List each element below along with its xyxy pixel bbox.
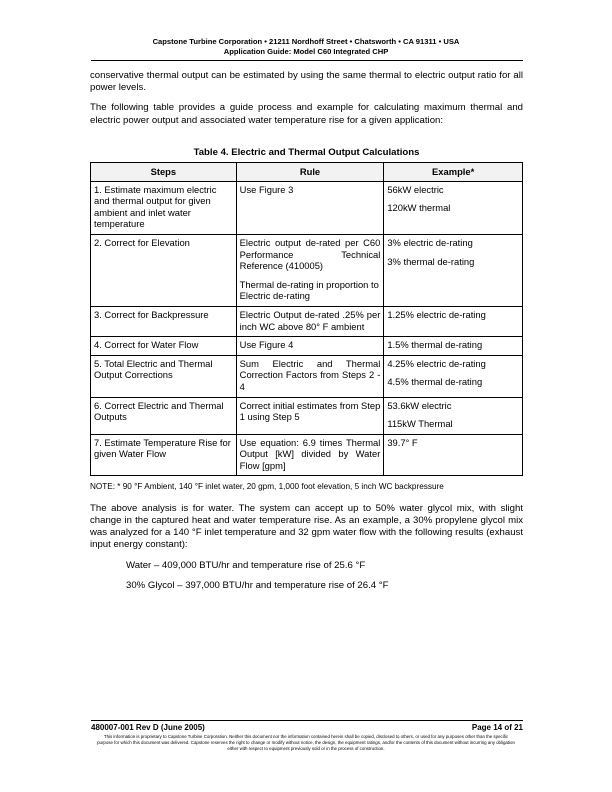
rule-text: Electric output de-rated per C60 Performance Technical Reference (410005)	[239, 236, 381, 272]
example-text: 1.25% electric de-rating	[387, 308, 486, 320]
rule-cell	[236, 397, 384, 434]
footer-divider	[91, 720, 523, 721]
rule-text: Use Figure 4	[239, 339, 294, 351]
calculations-table	[90, 162, 523, 476]
table-row	[91, 397, 523, 434]
example-text: 4.5% thermal de-rating	[387, 376, 483, 388]
table-header-row	[91, 163, 523, 182]
example-cell	[384, 337, 523, 356]
proprietary-disclaimer: This information is proprietary to Capstone Turbine Corporation. Neither this document nor the information contained herein shall be copied, disclosed to others, or used for any purposes other than the specific purpose for which this document was delivered. Capstone reserves the right to change or modify without notice, the design, the equipment ratings, and/or the contents of this document without incurring any obligation either with respect to equipment previously sold or in the process of construction.	[97, 734, 515, 752]
example-text: 4.25% electric de-rating	[387, 357, 486, 369]
water-result: Water – 409,000 BTU/hr and temperature rise of 25.6 °F	[126, 559, 366, 571]
header-company-line: Capstone Turbine Corporation • 21211 Nordhoff Street • Chatsworth • CA 91311 • USA	[152, 37, 460, 46]
glycol-result: 30% Glycol – 397,000 BTU/hr and temperature rise of 26.4 °F	[126, 579, 389, 591]
example-text: 56kW electric	[387, 183, 444, 195]
intro-paragraph: conservative thermal output can be estimated by using the same thermal to electric output ratio for all power levels.	[90, 70, 523, 94]
table-note: NOTE: * 90 °F Ambient, 140 °F inlet water, 20 gpm, 1,000 foot elevation, 5 inch WC backpressure	[90, 482, 444, 492]
table-caption: Table 4. Electric and Thermal Output Calculations	[193, 146, 420, 158]
rule-text: Use Figure 3	[239, 183, 294, 195]
header-rule: Rule	[236, 163, 384, 182]
rule-cell	[236, 434, 384, 476]
step-text: 5. Total Electric and Thermal Output Corrections	[94, 357, 213, 381]
step-cell	[91, 234, 237, 306]
step-text: 3. Correct for Backpressure	[94, 308, 209, 320]
example-text: 3% electric de-rating	[387, 236, 473, 248]
table-row	[91, 434, 523, 476]
example-text: 3% thermal de-rating	[387, 255, 475, 267]
step-text: 2. Correct for Elevation	[94, 236, 190, 248]
example-cell	[384, 234, 523, 306]
table-row	[91, 306, 523, 336]
rule-cell	[236, 234, 384, 306]
rule-cell	[236, 337, 384, 356]
example-cell	[384, 434, 523, 476]
rule-text: Correct initial estimates from Step 1 using Step 5	[239, 399, 381, 423]
example-text: 1.5% thermal de-rating	[387, 339, 483, 351]
table-row	[91, 234, 523, 306]
rule-text: Use equation: 6.9 times Thermal Output [kW] divided by Water Flow [gpm]	[239, 436, 381, 471]
step-text: 4. Correct for Water Flow	[94, 339, 199, 351]
page-number: Page 14 of 21	[471, 723, 523, 732]
table-intro-paragraph: The following table provides a guide process and example for calculating maximum thermal and electric power output and associated water temperature rise for a given application:	[90, 102, 523, 126]
page-content	[90, 70, 523, 600]
rule-cell	[236, 355, 384, 397]
step-cell	[91, 337, 237, 356]
header-guide-title: Application Guide: Model C60 Integrated CHP	[223, 46, 389, 56]
example-cell	[384, 397, 523, 434]
step-text: 7. Estimate Temperature Rise for given Water Flow	[94, 436, 231, 460]
step-text: 6. Correct Electric and Thermal Outputs	[94, 399, 224, 423]
header-example: Example*	[384, 163, 523, 182]
step-text: 1. Estimate maximum electric and thermal output for given ambient and inlet water temperature	[94, 183, 217, 230]
table-row	[91, 355, 523, 397]
document-id: 480007-001 Rev D (June 2005)	[91, 723, 205, 732]
example-text: 115kW Thermal	[387, 418, 453, 430]
page-header	[0, 37, 612, 56]
step-cell	[91, 355, 237, 397]
glycol-analysis-paragraph: The above analysis is for water. The system can accept up to 50% water glycol mix, with slight change in the captured heat and water temperature rise. As an example, a 30% propylene glycol mix was analyzed for a 140 °F inlet temperature and 32 gpm water flow with the following results (exhaust input energy constant):	[90, 502, 523, 551]
header-steps: Steps	[91, 163, 237, 182]
example-cell	[384, 306, 523, 336]
rule-text: Thermal de-rating in proportion to Electric de-rating	[239, 278, 379, 302]
example-text: 39.7° F	[387, 436, 418, 448]
table-row	[91, 181, 523, 234]
step-cell	[91, 181, 237, 234]
step-cell	[91, 306, 237, 336]
example-text: 120kW thermal	[387, 202, 451, 214]
header-divider	[91, 60, 523, 61]
example-cell	[384, 355, 523, 397]
example-text: 53.6kW electric	[387, 399, 452, 411]
step-cell	[91, 397, 237, 434]
rule-text: Sum Electric and Thermal Correction Factors from Steps 2 - 4	[239, 357, 381, 392]
rule-text: Electric Output de-rated .25% per inch WC above 80° F ambient	[239, 308, 381, 332]
table-row	[91, 337, 523, 356]
rule-cell	[236, 181, 384, 234]
example-cell	[384, 181, 523, 234]
step-cell	[91, 434, 237, 476]
rule-cell	[236, 306, 384, 336]
